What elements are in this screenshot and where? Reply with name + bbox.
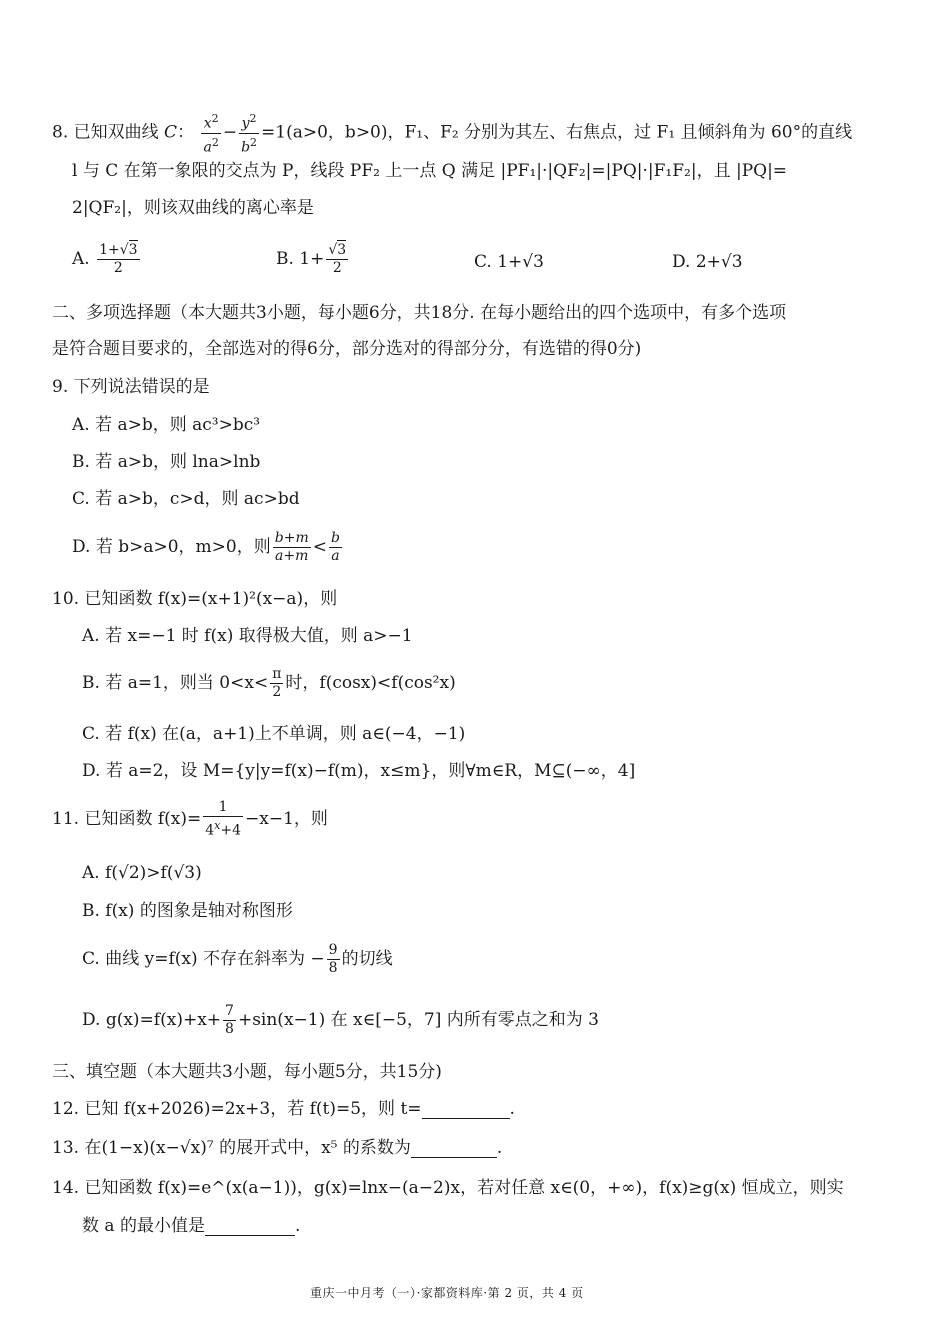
q12: [52, 1101, 515, 1119]
q10-option-c: C. 若 f(x) 在(a，a+1)上不单调，则 a∈(−4，−1): [82, 724, 466, 744]
q11-option-d-post: +sin(x−1) 在 x∈[−5，7] 内所有零点之和为 3: [237, 1010, 599, 1030]
q8-option-c: C. 1+√3: [474, 252, 544, 272]
q13-answer-blank[interactable]: [411, 1140, 497, 1158]
q8-line1: 8. 已知双曲线 C： $\frac{x^2}{a^2}$ − $\frac{y^2}{b^2}$ =1(a>0，b>0)，F₁、F₂ 分别为其左、右焦点，过 F₁ 且倾斜角为 60°的直线: [52, 112, 853, 156]
q8-text-mid: =1(a>0，b>0)，F₁、F₂ 分别为其左、右焦点，过 F₁ 且倾斜角为 60°的直线: [261, 122, 853, 143]
q12-end: .: [509, 1099, 515, 1119]
q10-option-d: D. 若 a=2，设 M={y|y=f(x)−f(m)，x≤m}，则∀m∈R，M⊆(−∞，4]: [82, 761, 636, 781]
q11-option-d: D. g(x)=f(x)+x+ $\frac{7}{8}$ +sin(x−1) 在 x∈[−5，7] 内所有零点之和为 3: [82, 1003, 599, 1037]
q8-option-a-label: A.: [72, 249, 90, 269]
section2-title: 二、多项选择题（本大题共3小题，每小题6分，共18分. 在每小题给出的四个选项中，有多个选项: [52, 303, 787, 323]
q14-line1: 14. 已知函数 f(x)=e^(x(a−1))，g(x)=lnx−(a−2)x，若对任意 x∈(0，+∞)，f(x)≥g(x) 恒成立，则实: [52, 1178, 844, 1198]
q8-line2: l 与 C 在第一象限的交点为 P，线段 PF₂ 上一点 Q 满足 |PF₁|·|QF₂|=|PQ|·|F₁F₂|，且 |PQ|=: [72, 161, 788, 181]
q11-option-c: C. 曲线 y=f(x) 不存在斜率为 − $\frac{9}{8}$ 的切线: [82, 942, 393, 976]
q14-text: 数 a 的最小值是: [82, 1216, 205, 1236]
q8-option-b-label: B. 1+: [276, 249, 325, 269]
q9-option-d-text: D. 若 b>a>0，m>0，则: [72, 537, 271, 557]
q10-option-b-post: 时，f(cosx)<f(cos²x): [285, 673, 456, 693]
q14-answer-blank[interactable]: [205, 1218, 295, 1236]
page-footer: 重庆一中月考（一）·家都资料库·第 2 页，共 4 页: [310, 1286, 584, 1300]
q8-frac-y: $\frac{y^2}{b^2}$: [241, 112, 258, 156]
q14-line2: [82, 1218, 300, 1236]
q11-option-c-post: 的切线: [341, 949, 393, 969]
q8-frac-x: $\frac{x^2}{a^2}$: [203, 112, 219, 156]
q10-option-a: A. 若 x=−1 时 f(x) 取得极大值，则 a>−1: [82, 626, 413, 646]
q11-option-c-pre: C. 曲线 y=f(x) 不存在斜率为 −: [82, 949, 325, 969]
q9-stem: 9. 下列说法错误的是: [52, 377, 210, 397]
q8-line3: 2|QF₂|，则该双曲线的离心率是: [72, 198, 314, 218]
q11-option-b: B. f(x) 的图象是轴对称图形: [82, 901, 293, 921]
q9-option-d: D. 若 b>a>0，m>0，则 $\frac{b+m}{a+m}$ < $\frac{b}{a}$: [72, 530, 340, 564]
q10-option-b: B. 若 a=1，则当 0<x< $\frac{\pi}{2}$ 时，f(cosx)<f(cos²x): [82, 666, 456, 700]
q13-end: .: [496, 1138, 503, 1158]
q8-option-a: A. $\frac{1+√3}{2}$: [72, 242, 138, 276]
q11-option-d-pre: D. g(x)=f(x)+x+: [82, 1010, 222, 1030]
q11-option-a: A. f(√2)>f(√3): [82, 863, 202, 883]
q9-option-c: C. 若 a>b，c>d，则 ac>bd: [72, 489, 300, 509]
q8-option-b: B. 1+ $\frac{√3}{2}$: [276, 242, 347, 276]
q12-text: 12. 已知 f(x+2026)=2x+3，若 f(t)=5，则 t=: [52, 1099, 422, 1119]
q11-stem: 11. 已知函数 f(x)= $\frac{1}{4^x+4}$ −x−1，则: [52, 799, 328, 839]
q12-answer-blank[interactable]: [422, 1101, 510, 1119]
q13-text: 13. 在(1−x)(x−√x)⁷ 的展开式中，x⁵ 的系数为: [52, 1138, 411, 1158]
q8-option-d: D. 2+√3: [672, 252, 743, 272]
q9-option-b: B. 若 a>b，则 lna>lnb: [72, 452, 261, 472]
q8-text: 已知双曲线: [73, 122, 159, 143]
q9-option-a: A. 若 a>b，则 ac³>bc³: [72, 415, 261, 435]
q10-stem: 10. 已知函数 f(x)=(x+1)²(x−a)，则: [52, 589, 338, 609]
q11-stem-post: −x−1，则: [245, 808, 328, 829]
section3-title: 三、填空题（本大题共3小题，每小题5分，共15分): [52, 1062, 442, 1082]
q11-stem-pre: 11. 已知函数 f(x)=: [52, 808, 202, 829]
q13: [52, 1140, 502, 1158]
q10-option-b-pre: B. 若 a=1，则当 0<x<: [82, 673, 269, 693]
q14-end: .: [294, 1216, 301, 1236]
q8-number: 8.: [52, 122, 69, 143]
section2-title-cont: 是符合题目要求的，全部选对的得6分，部分选对的得部分分，有选错的得0分): [52, 339, 642, 359]
